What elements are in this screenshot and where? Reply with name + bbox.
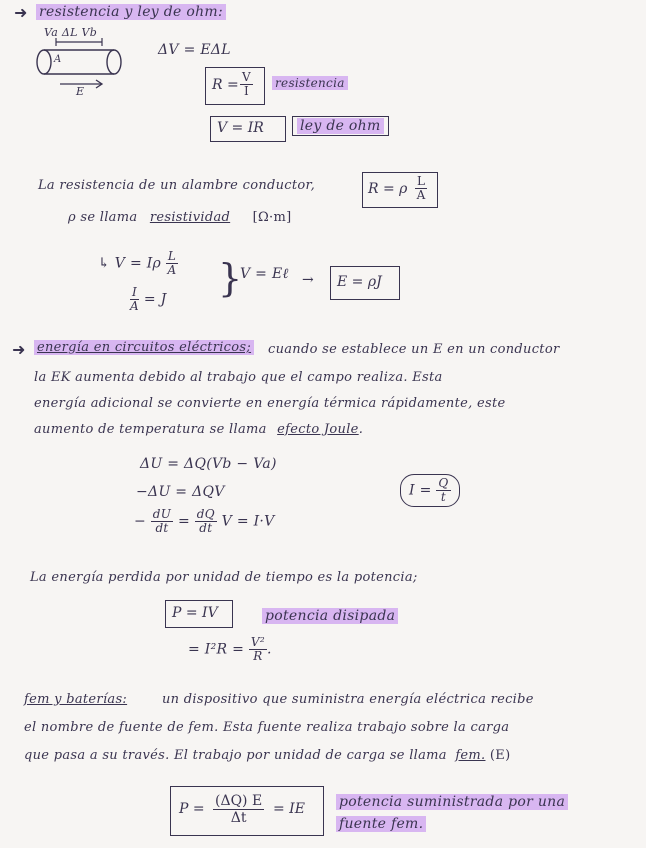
eq-rho-num: L xyxy=(417,174,425,188)
eq-power2-num: V² xyxy=(250,635,265,649)
resistencia-label: resistencia xyxy=(272,76,348,90)
eq-v-rho-num: L xyxy=(167,249,177,263)
eq3-frac2 xyxy=(195,508,217,535)
eq-rho-den: A xyxy=(416,188,426,202)
eq-current-box xyxy=(400,474,460,507)
eq3-frac1 xyxy=(151,508,173,535)
line-rho xyxy=(68,210,291,225)
resistance-formula-box xyxy=(205,67,265,105)
eq-ia-num: I xyxy=(132,285,138,299)
section2-line2: la EK aumenta debido al trabajo que el campo realiza. Esta xyxy=(34,370,443,385)
eq-power2: = I²R = $\frac{\text{V²}}{R}$ . xyxy=(188,635,272,663)
section3-line3-text: que pasa a su través. El trabajo por unidad de carga se llama xyxy=(24,748,447,763)
fem-symbol: (E) xyxy=(489,748,511,763)
eq3-n2: dQ xyxy=(196,507,215,521)
eq-power2-den: R xyxy=(253,649,263,663)
eq-v-rho xyxy=(98,250,178,277)
power-line: La energía perdida por unidad de tiempo es la potencia; xyxy=(30,570,418,585)
eq-du-dt xyxy=(134,508,275,535)
section3-line2: el nombre de fuente de fem. Esta fuente realiza trabajo sobre la carga xyxy=(24,720,510,735)
eq-current-fraction xyxy=(436,477,450,504)
eq-power2-lhs: = I²R = xyxy=(188,641,245,658)
eq-current-lhs: I = xyxy=(409,482,432,499)
section2-heading: energía en circuitos eléctricos; xyxy=(34,340,254,355)
eq-p-lhs: P = xyxy=(179,801,205,817)
ohm-label-box xyxy=(292,116,389,136)
field-label: E xyxy=(76,85,85,98)
eq-rho-lhs: R = ρ xyxy=(368,181,408,197)
eq3-n1: dU xyxy=(152,507,172,521)
eq3-lhs: − xyxy=(134,513,147,530)
eq3-mid: = xyxy=(177,513,190,530)
implies-arrow-icon: → xyxy=(302,272,315,288)
eq-r-den: I xyxy=(243,84,249,98)
resistividad-term: resistividad xyxy=(149,210,231,225)
conductor-diagram xyxy=(30,26,130,98)
eq-ia-den: A xyxy=(130,299,139,313)
line-resistance-text: La resistencia de un alambre conductor, xyxy=(38,178,316,193)
section2-line3: energía adicional se convierte en energía térmica rápidamente, este xyxy=(34,396,506,411)
area-label: A xyxy=(54,54,62,65)
efecto-joule-term: efecto Joule xyxy=(277,422,359,437)
eq-r-lhs: R = xyxy=(212,77,239,93)
line-rho-text: ρ se llama xyxy=(68,210,138,225)
eq3-d2: dt xyxy=(199,521,213,535)
eq-rho-fraction xyxy=(415,175,427,202)
section3-line3 xyxy=(24,748,510,763)
eq-current-num: Q xyxy=(438,476,449,490)
rho-formula-box xyxy=(362,172,438,208)
eq-ohm: V = IR xyxy=(217,120,264,136)
eq3-rhs: V = I·V xyxy=(221,513,275,530)
eq-v-rho-fraction xyxy=(166,250,178,277)
potencia-suministrada-1: potencia suministrada por una xyxy=(336,794,568,810)
section2-line4-text: aumento de temperatura se llama xyxy=(34,422,267,437)
section2-line4: aumento de temperatura se llama efecto Joule. xyxy=(34,422,364,437)
section3-line1: un dispositivo que suministra energía eléctrica recibe xyxy=(162,692,534,707)
potencia-suministrada-2: fuente fem. xyxy=(336,816,426,832)
section2-line1: cuando se establece un E en un conductor xyxy=(268,342,560,357)
eq-ia-fraction xyxy=(130,286,139,313)
eq-ia-rhs: = J xyxy=(143,291,167,308)
power-formula-box xyxy=(165,600,233,628)
ohm-label: ley de ohm xyxy=(297,118,384,134)
eq-v-rho-den: A xyxy=(167,263,177,277)
eq-power2-fraction xyxy=(249,636,267,663)
eq-e-rho-j: E = ρJ xyxy=(337,274,382,290)
eq-p-rhs: = IE xyxy=(273,801,305,817)
arrow-bullet-icon: ➜ xyxy=(14,3,28,22)
emf-power-box xyxy=(170,786,324,836)
resistividad-units: [Ω·m] xyxy=(252,210,292,225)
potencia-disipada-label: potencia disipada xyxy=(262,608,398,624)
eq3-d1: dt xyxy=(155,521,169,535)
eq-v-rho-lhs: ↳ V = Iρ xyxy=(98,255,162,272)
eq-current-den: t xyxy=(440,490,447,504)
arrow-bullet-icon-2: ➜ xyxy=(12,340,26,359)
fem-term: fem. xyxy=(455,748,486,763)
brace-icon: } xyxy=(218,256,243,300)
eq-i-over-a xyxy=(130,286,167,313)
section3-heading: fem y baterías: xyxy=(24,692,128,707)
section1-heading: resistencia y ley de ohm: xyxy=(36,4,226,20)
eq-minus-delta-u: −ΔU = ΔQV xyxy=(136,484,225,500)
eq-p-fraction xyxy=(213,793,264,826)
eq-delta-v: ΔV = EΔL xyxy=(158,42,231,58)
eq-power: P = IV xyxy=(172,605,218,621)
eq-p-num: (ΔQ) E xyxy=(215,793,263,809)
eq-v-el: V = Eℓ xyxy=(240,266,289,282)
diagram-top-label: Va ΔL Vb xyxy=(44,26,98,39)
ohm-formula-box xyxy=(210,116,286,142)
eq-r-num: V xyxy=(242,70,251,84)
line-resistance xyxy=(38,178,315,193)
eq-delta-u: ΔU = ΔQ(Vb − Va) xyxy=(140,456,277,472)
e-rho-j-box xyxy=(330,266,400,300)
eq-p-den: Δt xyxy=(230,810,247,826)
eq-r-fraction xyxy=(240,71,253,98)
